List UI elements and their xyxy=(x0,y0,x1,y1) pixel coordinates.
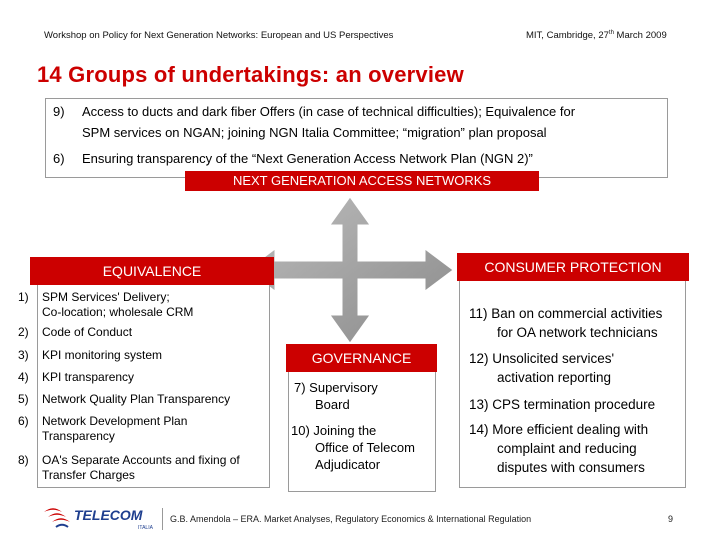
footer-credit: G.B. Amendola – ERA. Market Analyses, Regulatory Economics & International Regulation xyxy=(170,514,532,524)
list-item: Network Quality Plan Transparency xyxy=(42,392,231,406)
list-item-num: 8) xyxy=(18,453,29,467)
page-title: 14 Groups of undertakings: an overview xyxy=(37,62,464,87)
list-item: Network Development Plan xyxy=(42,414,188,428)
logo-text: TELECOM xyxy=(74,507,143,523)
list-item: Transfer Charges xyxy=(42,468,135,482)
list-item-num: 4) xyxy=(18,370,29,384)
list-item: KPI monitoring system xyxy=(42,348,163,362)
top-item-num: 6) xyxy=(53,151,65,166)
date-suffix: th xyxy=(608,30,614,36)
list-item: OA's Separate Accounts and fixing of xyxy=(42,453,240,467)
consumer-item: 14) More efficient dealing with xyxy=(469,422,649,437)
list-item: Code of Conduct xyxy=(42,325,133,339)
consumer-item: complaint and reducing xyxy=(497,441,637,456)
consumer-item: activation reporting xyxy=(497,370,612,385)
list-item: Transparency xyxy=(42,429,115,443)
location-text: MIT, Cambridge, 27 xyxy=(526,30,609,42)
top-item-line: Ensuring transparency of the “Next Generation Access Network Plan (NGN 2)” xyxy=(82,151,533,166)
logo-subtext: ITALIA xyxy=(138,525,153,531)
governance-item: Board xyxy=(315,397,350,412)
footer-divider xyxy=(162,508,163,530)
consumer-label: CONSUMER PROTECTION xyxy=(457,253,689,281)
consumer-item: 11) Ban on commercial activities xyxy=(469,306,663,321)
location-date-end: March 2009 xyxy=(613,30,667,42)
governance-item: 10) Joining the xyxy=(291,423,377,438)
event-location-date xyxy=(526,30,667,41)
consumer-item: 12) Unsolicited services' xyxy=(469,351,615,366)
consumer-item: disputes with consumers xyxy=(497,460,645,475)
list-item: SPM Services' Delivery; xyxy=(42,290,170,304)
consumer-item: 13) CPS termination procedure xyxy=(469,397,656,412)
governance-item: Office of Telecom xyxy=(315,440,415,455)
list-item-num: 5) xyxy=(18,392,29,406)
consumer-item: for OA network technicians xyxy=(497,325,658,340)
top-item-line: SPM services on NGAN; joining NGN Italia Committee; “migration” plan proposal xyxy=(82,125,547,140)
list-item-num: 6) xyxy=(18,414,29,428)
list-item-num: 1) xyxy=(18,290,29,304)
top-item-line: Access to ducts and dark fiber Offers (in case of technical difficulties); Equivalence for xyxy=(82,104,576,119)
list-item: Co-location; wholesale CRM xyxy=(42,305,194,319)
governance-item: 7) Supervisory xyxy=(294,380,378,395)
list-item: KPI transparency xyxy=(42,370,135,384)
governance-label: GOVERNANCE xyxy=(286,344,437,372)
equivalence-label: EQUIVALENCE xyxy=(30,257,274,285)
top-item-num: 9) xyxy=(53,104,65,119)
nga-label: NEXT GENERATION ACCESS NETWORKS xyxy=(185,171,539,191)
page-number: 9 xyxy=(668,514,674,524)
telecom-logo xyxy=(42,506,162,532)
workshop-title: Workshop on Policy for Next Generation Networks: European and US Perspectives xyxy=(44,30,394,41)
list-item-num: 3) xyxy=(18,348,29,362)
list-item-num: 2) xyxy=(18,325,29,339)
telecom-logo-mark-icon xyxy=(42,506,72,530)
governance-item: Adjudicator xyxy=(315,457,381,472)
